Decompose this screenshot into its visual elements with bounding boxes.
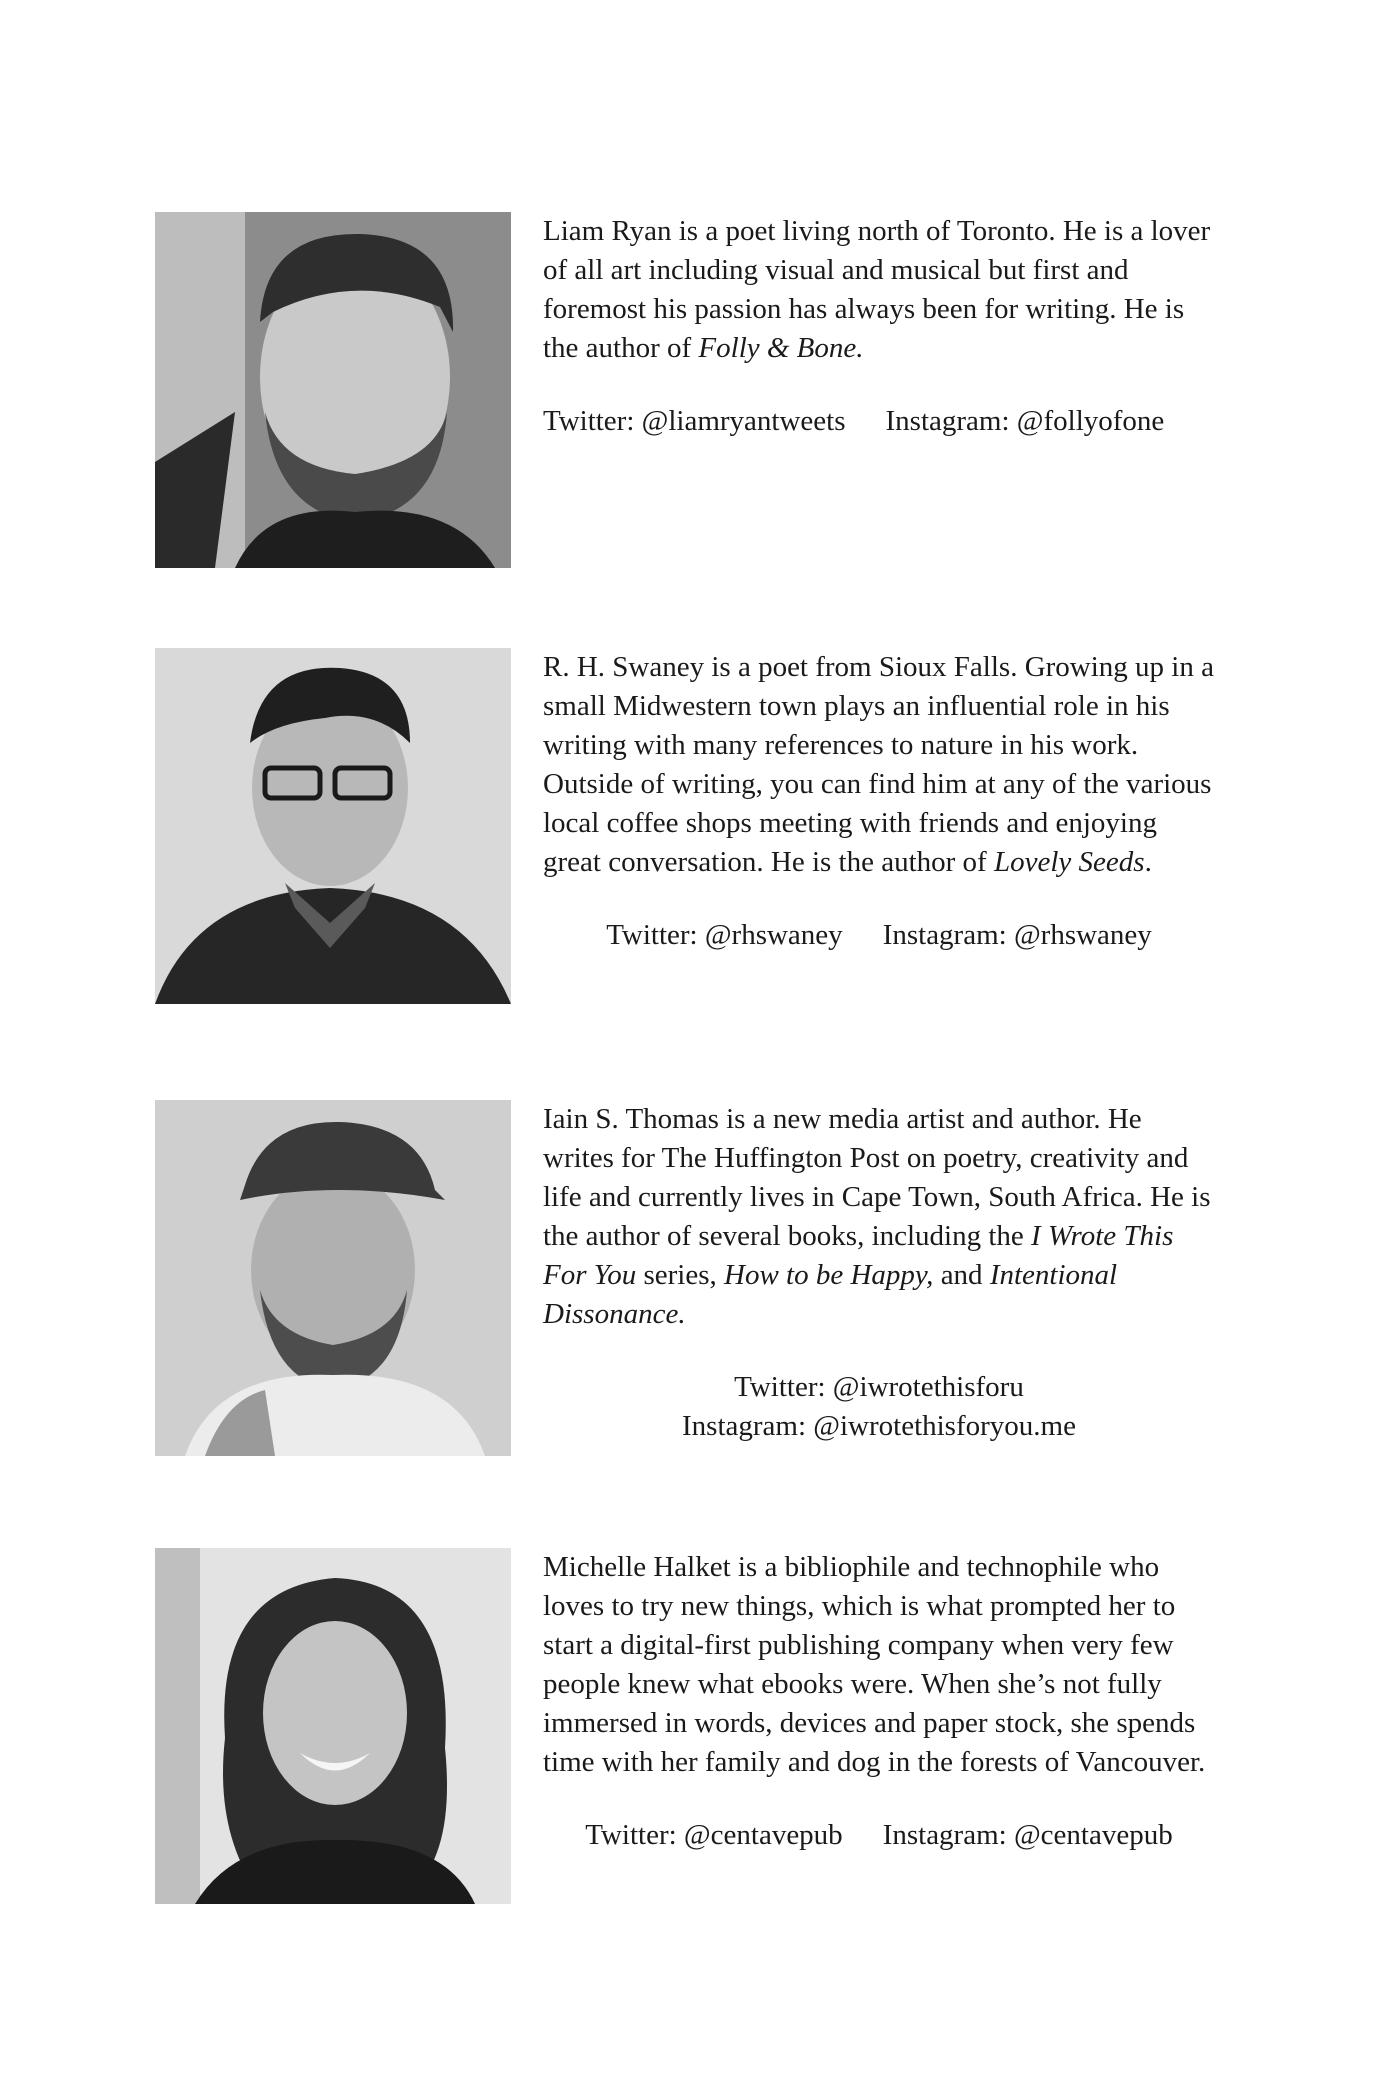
bio-segment: Liam Ryan is a poet living north of Toronto. He is a lover of all art including visual and musical but first and foremost his passion has always been for writing. He is the author of [543, 215, 1211, 364]
twitter-handle: Twitter: @iwrotethisforu [734, 1371, 1024, 1403]
author-bio-text [543, 1548, 1215, 1782]
book-title: How to be Happy, [724, 1259, 934, 1291]
author-text-iain-s-thomas [543, 1100, 1215, 1446]
instagram-handle: Instagram: @follyofone [885, 405, 1165, 437]
bio-segment: R. H. Swaney is a poet from Sioux Falls. Growing up in a small Midwestern town plays an influential role in his writing with many references to nature in his work. Outside of writing, you can find him at any of the various local coffee shops meeting with friends and enjoying great conversation. He is the author of [543, 651, 1214, 878]
book-title: I Wrote This For You [543, 1220, 1174, 1291]
author-bio-michelle-halket [155, 1548, 1215, 1908]
bio-segment: Iain S. Thomas is a new media artist and author. He writes for The Huffington Post on poetry, creativity and life and currently lives in Cape Town, South Africa. He is the author of several books, including the [543, 1103, 1211, 1252]
twitter-handle: Twitter: @centavepub [585, 1819, 843, 1851]
bio-segment: and [933, 1259, 990, 1291]
author-socials [543, 1368, 1215, 1446]
instagram-handle: Instagram: @rhswaney [882, 919, 1152, 951]
author-bio-liam-ryan [155, 212, 1215, 572]
author-text-michelle-halket [543, 1548, 1215, 1855]
bio-segment: Michelle Halket is a bibliophile and technophile who loves to try new things, which is what prompted her to start a digital-first publishing company when very few people knew what ebooks were. When she’s not fully immersed in words, devices and paper stock, she spends time with her family and dog in the forests of Vancouver. [543, 1551, 1206, 1778]
author-photo-iain-s-thomas [155, 1100, 511, 1456]
bio-segment: series, [636, 1259, 724, 1291]
author-bio-text [543, 212, 1215, 368]
author-photo-liam-ryan [155, 212, 511, 568]
twitter-handle: Twitter: @rhswaney [606, 919, 843, 951]
bio-segment: . [1144, 846, 1152, 878]
instagram-handle: Instagram: @centavepub [882, 1819, 1173, 1851]
instagram-handle: Instagram: @iwrotethisforyou.me [682, 1410, 1076, 1442]
author-photo-rh-swaney [155, 648, 511, 1004]
author-photo-michelle-halket [155, 1548, 511, 1904]
author-bio-text [543, 1100, 1215, 1334]
author-socials [543, 1816, 1215, 1855]
book-title: Folly & Bone. [698, 332, 864, 364]
author-text-rh-swaney [543, 648, 1215, 955]
author-bio-rh-swaney [155, 648, 1215, 1008]
author-text-liam-ryan [543, 212, 1215, 441]
author-socials [543, 402, 1215, 441]
twitter-handle: Twitter: @liamryantweets [543, 405, 846, 437]
book-title: Intentional Dissonance. [543, 1259, 1118, 1330]
author-socials [543, 916, 1215, 955]
book-title: Lovely Seeds [993, 846, 1145, 878]
author-bio-text [543, 648, 1215, 882]
author-bio-iain-s-thomas [155, 1100, 1215, 1460]
